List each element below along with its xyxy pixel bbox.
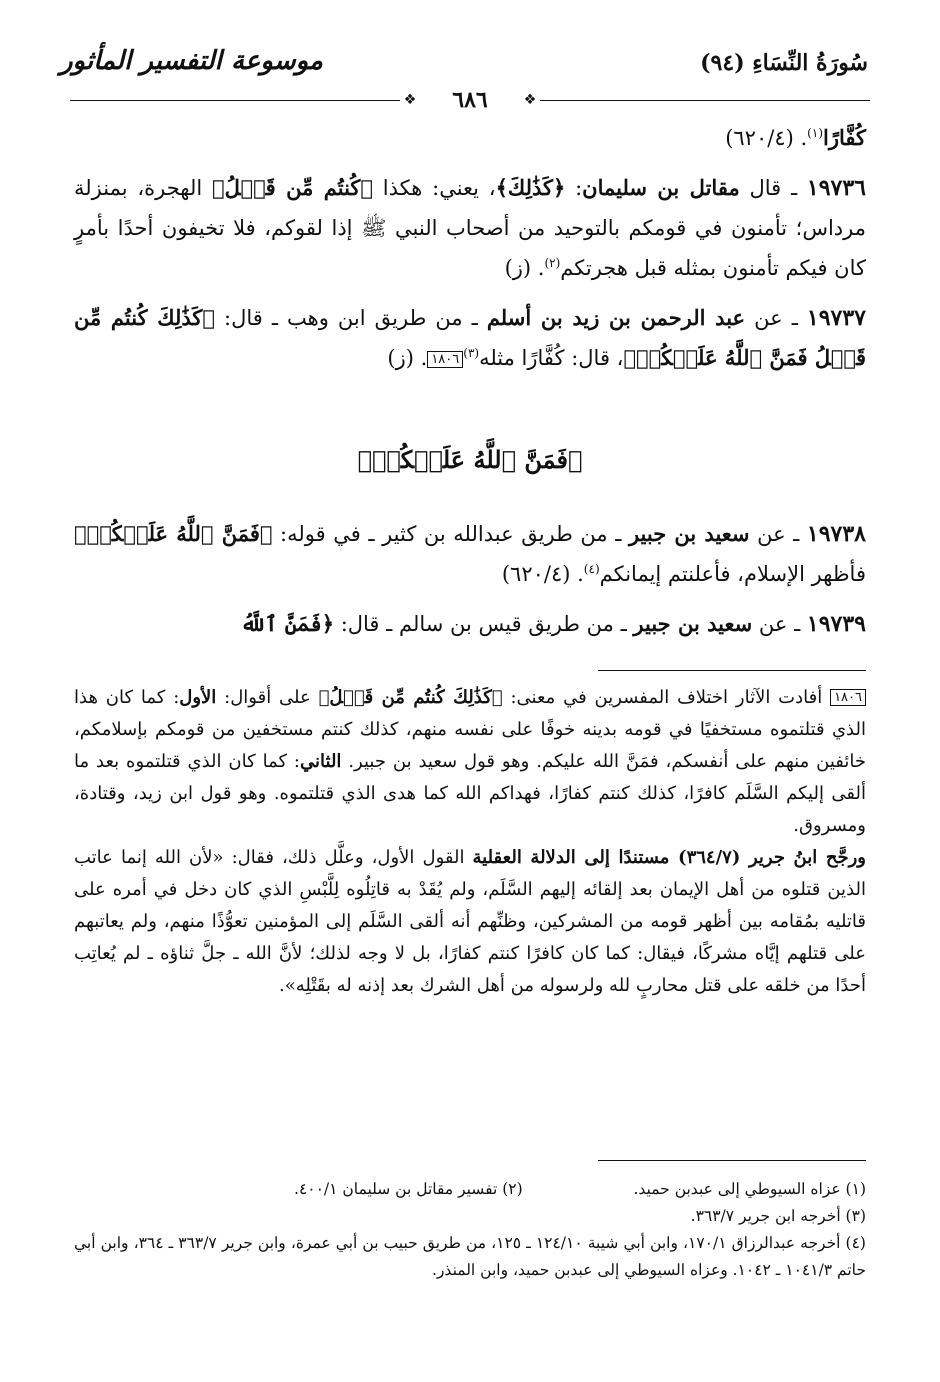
note-paragraph: [74, 682, 866, 842]
footnote-mark: (٤): [583, 562, 600, 576]
note-text: ورجَّح: [817, 847, 866, 868]
narrator-name: سعيد بن جبير: [628, 521, 750, 546]
athar-number: ١٩٧٣٦: [806, 175, 866, 201]
athar-text: ، قال: كُفَّارًا مثله: [479, 346, 624, 370]
narrator-name: مقاتل بن سليمان: [582, 175, 740, 200]
athar-text: الهجرة، بمنزلة مرداس؛ تأمنون في قومكم بالتوحيد من أصحاب النبي ﷺ إذا لقوكم، فلا تخيفون أحدًا بأمرٍ كان فيكم تأمنون بمثله قبل هجرتكم: [74, 176, 866, 280]
quran-quote: ﴿كَذَٰلِكَ كُنتُم مِّن قَبۡلُ فَمَنَّ ٱللَّهُ عَلَيۡكُمۡ﴾: [74, 305, 866, 370]
quran-quote: ﴿كُنتُم مِّن قَبۡلُ﴾: [211, 175, 374, 200]
note-rule: [598, 670, 866, 671]
athar-text: ، يعني: هكذا: [373, 176, 496, 200]
athar-text: ـ عن: [749, 522, 807, 546]
note-text: القول الأول، وعلَّل ذلك، فقال: «لأن الله إنما عاتب الذين قتلوه من أهل الإيمان بعد إلقائه إليهم السَّلَم، ولم يُقَدْ به قاتِلُوه لِلَّبْسِ الذي كان دخل في أمره على قاتليه بمُقامه بين أظهر قومه من المشركين، وظنِّهم أنه ألقى السَّلَم إلى المؤمنين تعوُّذًا منهم، ولم يعاتبهم على قتلهم إيَّاه مشركًا، فيقال: كما كان كافرًا كنتم كفارًا، بل لا وجه لذلك؛ لأنَّ الله ـ جلَّ ثناؤه ـ لم يُعاتِب أحدًا من خلقه على قتل محاربٍ لله ولرسوله من أهل الشرك بعد إذنه له بقَتْلِه».: [74, 847, 866, 996]
main-text: [74, 118, 866, 378]
narrator-name: عبد الرحمن بن زيد بن أسلم: [486, 305, 746, 330]
footnote-mark: (٢): [544, 256, 561, 270]
section-text: [74, 514, 866, 644]
athar-number: ١٩٧٣٨: [806, 521, 866, 547]
athar-entry: [74, 514, 866, 594]
book-title: موسوعة التفسير المأثور: [60, 46, 323, 76]
scholar-name: ابنُ جرير: [748, 847, 818, 868]
note-paragraph: [74, 842, 866, 1002]
footnote-mark: (٣): [463, 346, 480, 360]
note-text: : كما كان الذي قتلتموه بعد ما ألقى إليكم السَّلَم كافرًا، كذلك كنتم كفارًا، فهداكم الله كما هدى الذي قتلتموه. وهو قول ابن زيد، وقتادة، ومسروق.: [74, 751, 866, 836]
note-number-box: ١٨٠٦: [830, 689, 866, 706]
athar-entry: [74, 604, 866, 644]
athar-number: ١٩٧٣٩: [806, 611, 866, 637]
page-header: [60, 48, 868, 92]
editorial-note: [74, 682, 866, 1002]
note-ref-box: ١٨٠٦: [427, 351, 463, 368]
athar-text: فأظهر الإسلام، فأعلنتم إيمانكم: [599, 562, 866, 586]
footnotes: [74, 1176, 866, 1284]
quran-quote: ﴿كَذَٰلِكَ﴾: [495, 175, 566, 200]
quran-quote: ﴿فَمَنَّ ٱللَّهُ: [240, 611, 335, 636]
athar-text: ـ عن: [752, 612, 807, 636]
footnote: (٣) أخرجه ابن جرير ٣٦٣/٧.: [690, 1207, 866, 1225]
footnote-rule: [598, 1160, 866, 1161]
athar-text: . (ز): [504, 256, 545, 280]
volume-ref: (٦٢٠/٤): [725, 126, 794, 150]
athar-text: :: [565, 176, 583, 200]
footnote-mark: (١): [807, 126, 823, 140]
ornament-icon: ❖: [400, 92, 420, 108]
athar-entry: [74, 168, 866, 288]
athar-entry: [74, 298, 866, 378]
quran-quote: ﴿كَذَٰلِكَ كُنتُم مِّن قَبۡلُ﴾: [318, 687, 503, 708]
surah-label: سُورَةُ النِّسَاءِ (٩٤): [700, 50, 868, 76]
ornament-icon: ❖: [520, 92, 540, 108]
quran-quote: ﴿فَمَنَّ ٱللَّهُ عَلَيۡكُمۡ﴾: [74, 521, 273, 546]
athar-text: . (٦٢٠/٤): [501, 562, 584, 586]
opinion-label: الثاني: [300, 751, 342, 772]
volume-ref: (٣٦٤/٧): [669, 847, 749, 868]
athar-text: ـ من طريق عبدالله بن كثير ـ في قوله:: [272, 522, 629, 546]
note-text: على أقوال:: [216, 687, 319, 708]
athar-text: ـ عن: [745, 306, 807, 330]
footnote: (٢) تفسير مقاتل بن سليمان ٤٠٠/١.: [294, 1180, 523, 1198]
athar-text: ـ من طريق قيس بن سالم ـ قال:: [334, 612, 634, 636]
footnote: (١) عزاه السيوطي إلى عبدبن حميد.: [633, 1180, 866, 1198]
opinion-label: الأول: [179, 687, 217, 708]
continuation-line: كُفَّارًا$^{(١)}$. (٦٢٠/٤): [725, 125, 866, 150]
continuation-word: كُفَّارًا: [823, 125, 866, 150]
footnote: (٤) أخرجه عبدالرزاق ١٧٠/١، وابن أبي شيبة ١٢٤/١٠ ـ ١٢٥، من طريق حبيب بن أبي عمرة، وابن جرير ٣٦٣/٧ ـ ٣٦٤، وابن أبي حاتم ١٠٤١/٣ ـ ١٠٤٢. وعزاه السيوطي إلى عبدبن حميد، وابن المنذر.: [74, 1234, 866, 1279]
athar-text: ـ من طريق ابن وهب ـ قال:: [214, 306, 487, 330]
note-emphasis: مستندًا إلى الدلالة العقلية: [472, 847, 670, 868]
page-number: ٦٨٦: [420, 88, 520, 112]
athar-text: ـ قال: [739, 176, 807, 200]
note-text: : كما كان هذا الذي قتلتموه مستخفيًا في قومه بدينه خوفًا على نفسه منهم، كذلك كنتم مستخفين من قومكم بإسلامكم، خائفين منهم على أنفسكم، فمَنَّ الله عليكم. وهو قول سعيد بن جبير.: [74, 687, 867, 772]
note-text: أفادت الآثار اختلاف المفسرين في معنى:: [502, 687, 831, 708]
narrator-name: سعيد بن جبير: [633, 611, 753, 636]
athar-text: . (ز): [387, 346, 428, 370]
section-title: ﴿فَمَنَّ ٱللَّهُ عَلَيۡكُمۡ﴾: [357, 445, 583, 474]
athar-number: ١٩٧٣٧: [806, 305, 866, 331]
footnote-row: [74, 1176, 866, 1203]
